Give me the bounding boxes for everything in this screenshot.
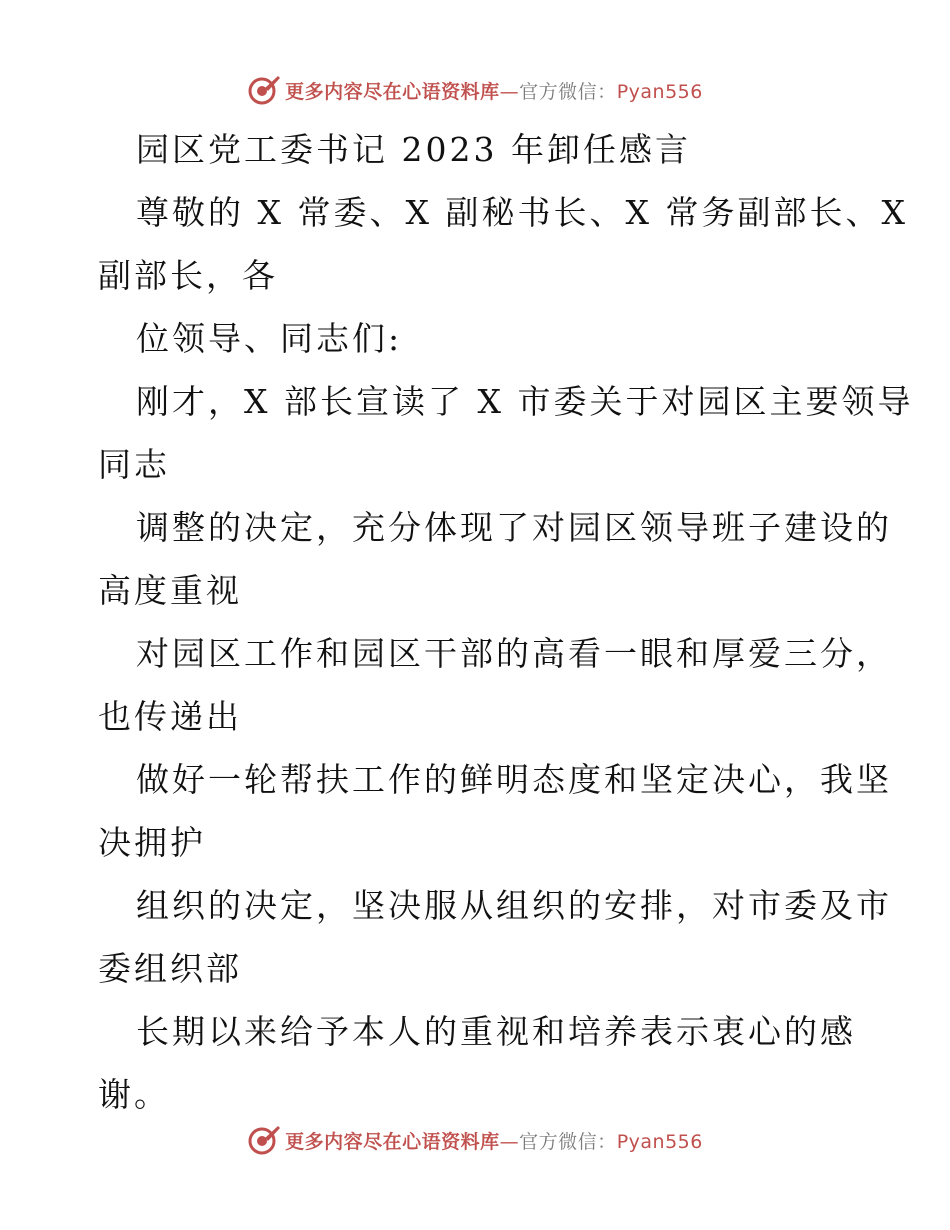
watermark-text: [285, 1127, 703, 1154]
watermark-site: 更多内容尽在心语资料库: [285, 1130, 500, 1153]
watermark-dash: —: [499, 80, 520, 103]
watermark-wechat: Pyan556: [616, 80, 703, 103]
footer-watermark: [0, 1118, 950, 1162]
salutation-line: 位领导、同志们:: [136, 319, 403, 358]
paragraph-line: 同志: [98, 445, 170, 484]
paragraph-line: 刚才，X 部长宣读了 X 市委关于对园区主要领导: [136, 382, 914, 421]
paragraph-line: 谢。: [98, 1075, 170, 1114]
salutation-line: 尊敬的 X 常委、X 副秘书长、X 常务副部长、X: [136, 193, 908, 232]
watermark-text: [285, 77, 703, 104]
paragraph-line: 高度重视: [98, 571, 242, 610]
document-title: 园区党工委书记 2023 年卸任感言: [136, 130, 691, 169]
header-watermark: [0, 68, 950, 112]
paragraph-line: 对园区工作和园区干部的高看一眼和厚爱三分，: [136, 634, 892, 673]
watermark-site: 更多内容尽在心语资料库: [285, 80, 500, 103]
salutation-line: 副部长，各: [98, 256, 278, 295]
watermark-wechat: Pyan556: [616, 1130, 703, 1153]
paragraph-line: 做好一轮帮扶工作的鲜明态度和坚定决心，我坚: [136, 760, 892, 799]
paragraph-line: 也传递出: [98, 697, 242, 736]
paragraph-line: 长期以来给予本人的重视和培养表示衷心的感: [136, 1012, 856, 1051]
watermark-label: 官方微信：: [519, 1130, 617, 1153]
watermark-label: 官方微信：: [519, 80, 617, 103]
document-body: [98, 118, 914, 1126]
paragraph-line: 委组织部: [98, 949, 242, 988]
pen-logo-icon: [247, 1123, 281, 1157]
paragraph-line: 决拥护: [98, 823, 206, 862]
paragraph-line: 调整的决定，充分体现了对园区领导班子建设的: [136, 508, 892, 547]
pen-logo-icon: [247, 73, 281, 107]
paragraph-line: 组织的决定，坚决服从组织的安排，对市委及市: [136, 886, 892, 925]
watermark-dash: —: [499, 1130, 520, 1153]
